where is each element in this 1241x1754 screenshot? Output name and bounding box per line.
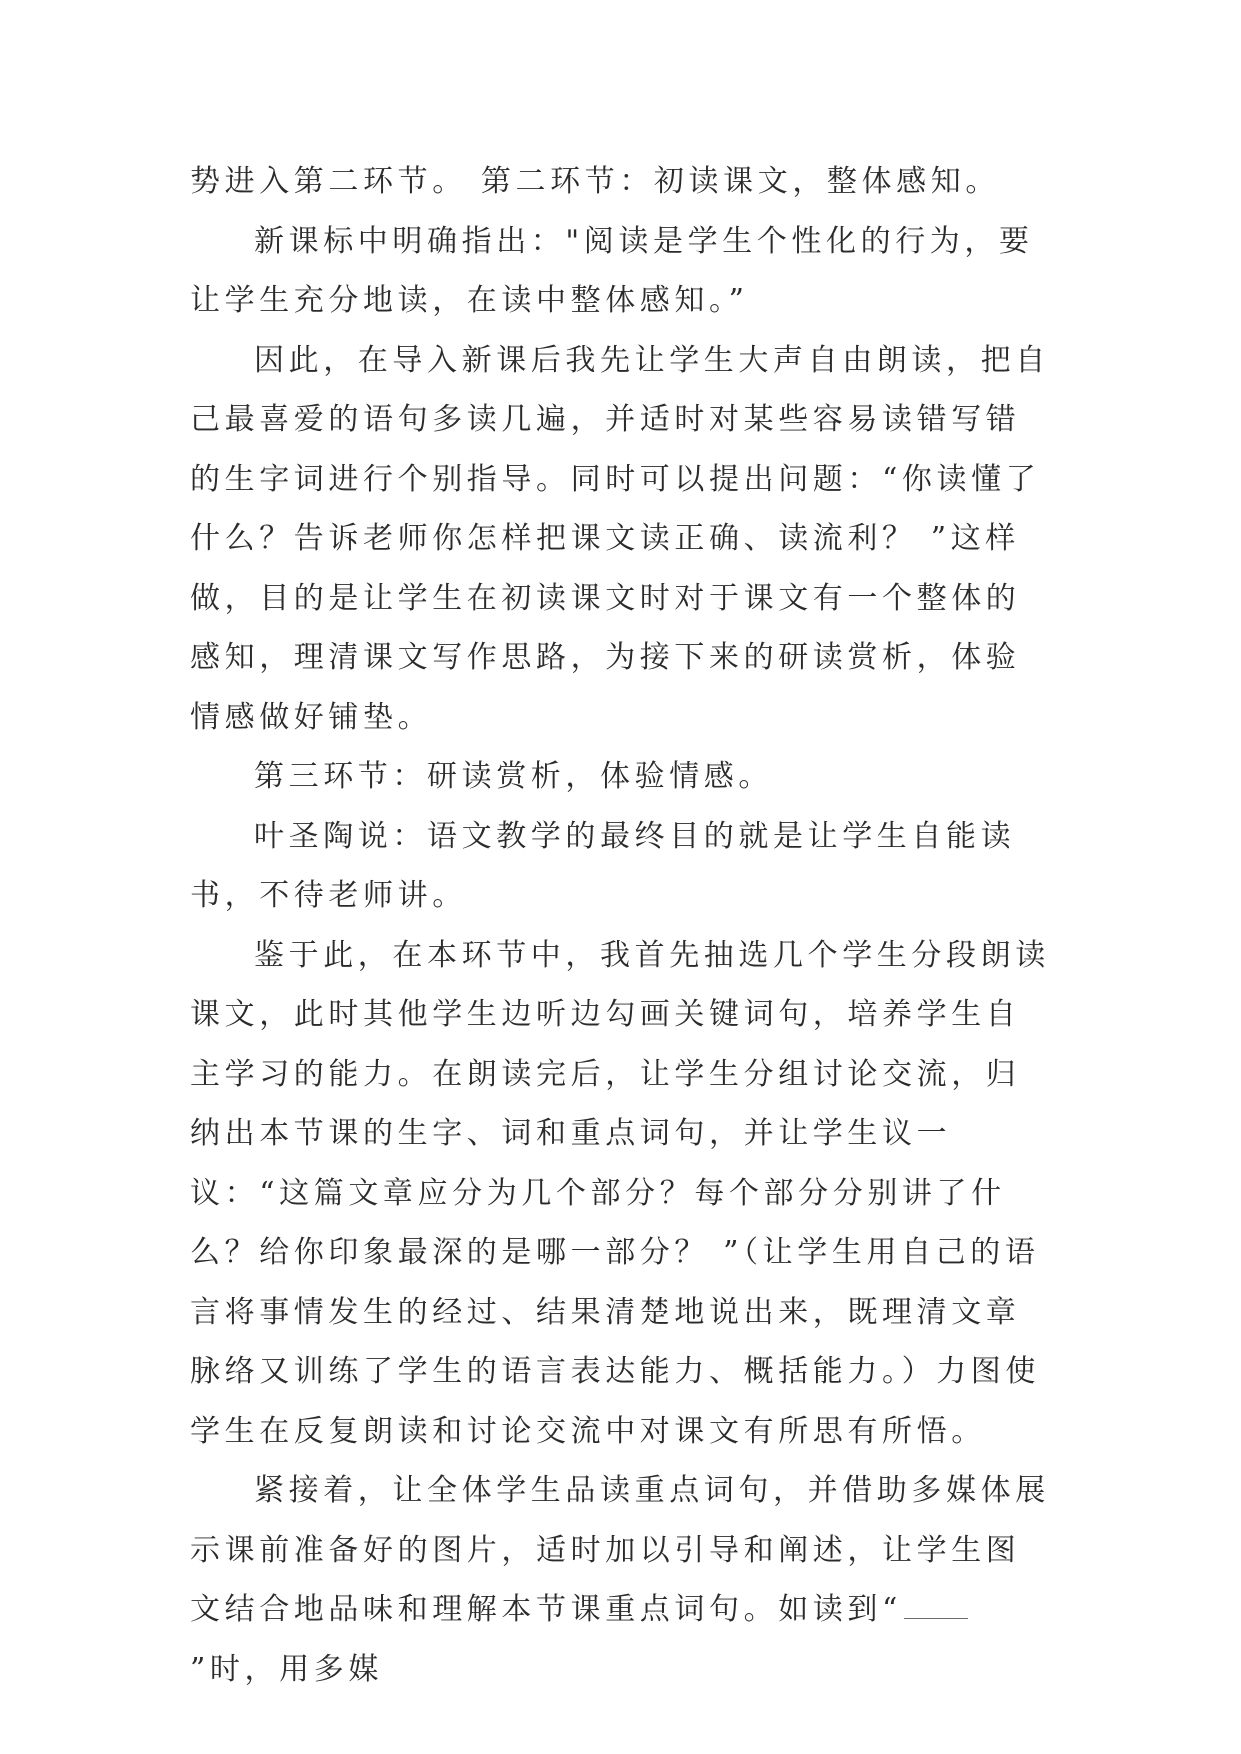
paragraph-7	[190, 1461, 1050, 1699]
paragraph-5: 叶圣陶说：语文教学的最终目的就是让学生自能读书，不待老师讲。	[190, 818, 1016, 913]
paragraph-7-after-blank: ”时，用多媒	[190, 1651, 383, 1687]
paragraph-2: 新课标中明确指出："阅读是学生个性化的行为，要让学生充分地读，在读中整体感知。”	[190, 223, 1034, 318]
paragraph-6: 鉴于此，在本环节中，我首先抽选几个学生分段朗读课文，此时其他学生边听边勾画关键词句，培养学生自主学习的能力。在朗读完后，让学生分组讨论交流，归纳出本节课的生字、词和重点词句，并让学生议一议：“这篇文章应分为几个部分？每个部分分别讲了什么？给你印象最深的是哪一部分？ ”（让学生用自己的语言将事情发生的经过、结果清楚地说出来，既理清文章脉络又训练了学生的语言表达能力、概括能力。）力图使学生在反复朗读和讨论交流中对课文有所思有所悟。	[190, 937, 1050, 1449]
fill-in-blank	[904, 1592, 968, 1619]
document-body	[190, 152, 1050, 1699]
paragraph-1: 势进入第二环节。 第二环节：初读课文，整体感知。	[190, 164, 1000, 199]
paragraph-7-before-blank: 紧接着，让全体学生品读重点词句，并借助多媒体展示课前准备好的图片，适时加以引导和阐述，让学生图文结合地品味和理解本节课重点词句。如读到“	[190, 1473, 1050, 1627]
paragraph-4: 第三环节：研读赏析，体验情感。	[254, 759, 773, 794]
paragraph-3: 因此，在导入新课后我先让学生大声自由朗读，把自己最喜爱的语句多读几遍，并适时对某些容易读错写错的生字词进行个别指导。同时可以提出问题：“你读懂了什么？告诉老师你怎样把课文读正确、读流利？ ”这样做，目的是让学生在初读课文时对于课文有一个整体的感知，理清课文写作思路，为接下来的研读赏析，体验情感做好铺垫。	[190, 342, 1050, 735]
